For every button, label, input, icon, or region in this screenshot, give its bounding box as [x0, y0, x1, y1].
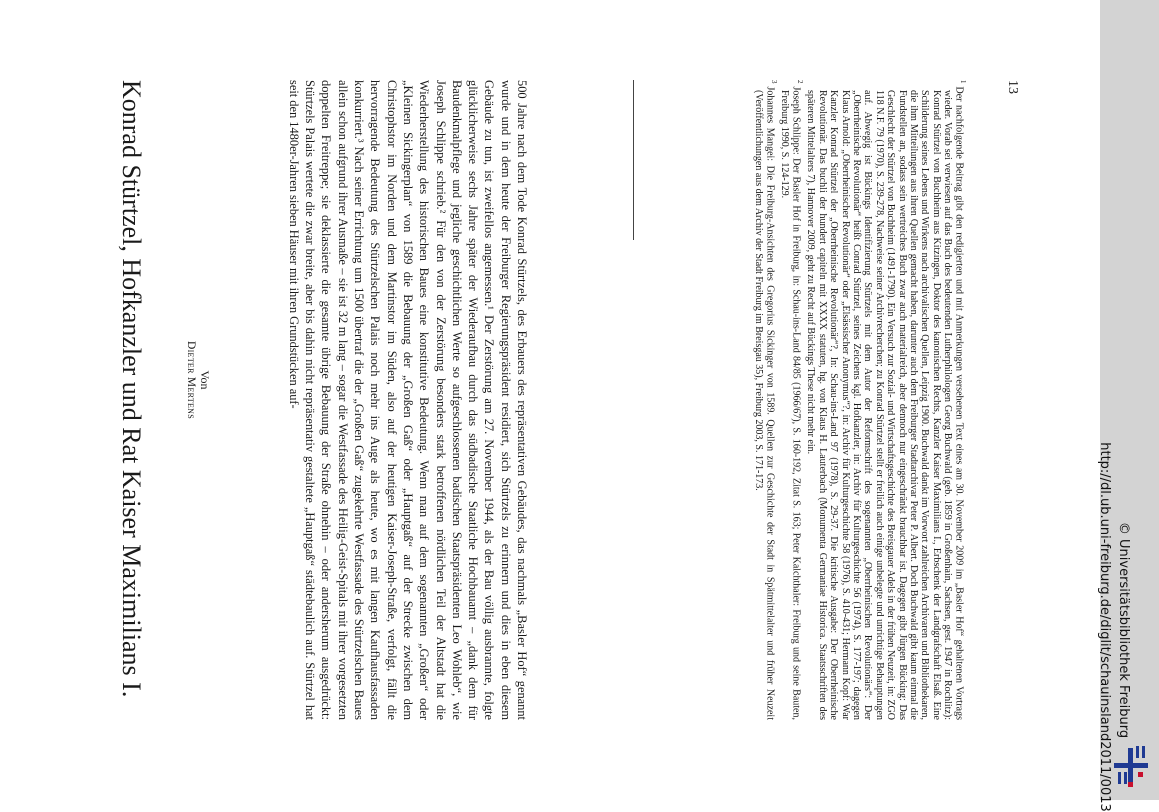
footnote-1 [805, 80, 968, 720]
footnote-2 [779, 80, 805, 720]
body-paragraph: 500 Jahre nach dem Tode Konrad Stürtzels, des Erbauers des repräsentativen Gebäudes, das nachmals „Basler Hof“ genannt wurde und in dem heute der Freiburger Regierungspräsident residiert, sich Stürtzels zu erinnern und dies in eben diesem Gebäude zu tun, ist zweifellos angemessen.¹ Der Zerstörung am 27. November 1944, als der Bau völlig ausbrannte, folgte glücklicherweise sechs Jahre später der Wiederaufbau durch das südbadische Staatliche Hochbauamt – „dank dem für Baudenkmalpflege und jegliche geschichtlichen Werte so aufgeschlossenen badischen Staatspräsidenten Leo Wohleb“, wie Joseph Schlippe schrieb.² Für den von der Zerstörung besonders stark betroffenen nördlichen Teil der Altstadt hat die Wiederherstellung des historischen Baues eine konstitutive Bedeutung. Wenn man auf dem sogenannten „Großen“ oder „Kleinen Sickingerplan“ von 1589 die Bebauung der „Großen Gaß“ oder „Hauptgaß“ auf der Strecke zwischen dem Christophstor im Norden und dem Martinstor im Süden, also auf der heutigen Kaiser-Joseph-Straße, verfolgt, fällt die hervorragende Bedeutung des Stürtzelschen Palais noch mehr ins Auge als heute, wo es mit langen Kaufhausfassaden konkurriert.³ Nach seiner Errichtung um 1500 übertraf die der „Großen Gaß“ zugekehrte Westfassade des Stürtzelschen Baues allein schon aufgrund ihrer Ausmaße – sie ist 32 m lang – sogar die Westfassade des Heilig-Geist-Spitals mit ihrer vorgesetzten doppelten Freitreppe; sie deklassierte die gesamte übrige Bebauung der Straße ohnehin – oder andersherum ausgedrückt: Stürtzels Palais wertete die zwar breite, aber bis dahin nicht repräsentativ gestaltete „Hauptgaß“ städtebaulich auf. Stürtzel hat seit den 1480er-Jahren sieben Häuser mit ihren Grundstücken auf- [286, 80, 529, 720]
footnote-divider [633, 80, 634, 240]
footnote-number: 3 [769, 80, 778, 84]
footnote-number: 2 [795, 80, 804, 84]
footnote-number: 1 [959, 80, 967, 84]
document-page: Konrad Stürtzel, Hofkanzler und Rat Kaiser Maximilians I. Von Dieter Mertens 500 Jahre nach dem Tode Konrad Stürtzels, des Erbauers des repräsentativen Gebäudes, das nachmals „Basler Hof“ genannt wurde und in dem heute der Freiburger Regierungspräsident residiert, sich Stürtzels zu erinnern und dies in eben diesem Gebäude zu tun, ist zweifellos angemessen.¹ Der Zerstörung am 27. November 1944, als der Bau völlig ausbrannte, folgte glücklicherweise sechs Jahre später der Wiederaufbau durch das südbadische Staatliche Hochbauamt – „dank dem für Baudenkmalpflege und jegliche geschichtlichen Werte so aufgeschlossenen badischen Staatspräsidenten Leo Wohleb“, wie Joseph Schlippe schrieb.² Für den von der Zerstörung besonders stark betroffenen nördlichen Teil der Altstadt hat die Wiederherstellung des historischen Baues eine konstitutive Bedeutung. Wenn man auf dem sogenannten „Großen“ oder „Kleinen Sickingerplan“ von 1589 die Bebauung der „Großen Gaß“ oder „Hauptgaß“ auf der Strecke zwischen dem Christophstor im Norden und dem Martinstor im Süden, also auf der heutigen Kaiser-Joseph-Straße, verfolgt, fällt die hervorragende Bedeutung des Stürtzelschen Palais noch mehr ins Auge als heute, wo es mit langen Kaufhausfassaden konkurriert.³ Nach seiner Errichtung um 1500 übertraf die der „Großen Gaß“ zugekehrte Westfassade des Stürtzelschen Baues allein schon aufgrund ihrer Ausmaße – sie ist 32 m lang – sogar die Westfassade des Heilig-Geist-Spitals mit ihrer vorgesetzten doppelten Freitreppe; sie deklassierte die gesamte übrige Bebauung der Straße ohnehin – oder andersherum ausgedrückt: Stürtzels Palais wertete die zwar breite, aber bis dahin nicht repräsentativ gestaltete „Hauptgaß“ städtebaulich auf. Stürtzel hat seit den 1480er-Jahren sieben Häuser mit ihren Grundstücken auf- $^1$Der nachfolgende Beitrag gibt den redigierten und mit Anmerkungen versehenen Text eines am 30. November 2009 im „Basler Hof“ gehaltenen Vortrags wieder. Vorab sei verwiesen auf das Buch des bedeutenden Lutherphilologen Georg Buchwald (geb. 1859 in Großenhain, Sachsen, gest. 1947 in Rochlitz): Konrad Stürtzel von Buchheim aus Kitzingen, Doktor des kanonischen Rechts, Kanzler Kaiser Maximilians I., Erbschenk der Landgrafschaft Elsaß. Eine Schilderung seines Lebens und Wirkens nach archivalischen Quellen, Leipzig 1900. Buchwald dankt im Vorwort zahlreichen Archivaren und Bibliothekaren, die ihm Mitteilungen aus ihren Quellen gemacht haben, darunter auch dem Freiburger Stadtarchivar Peter P. Albert. Doch Buchwald gibt kaum einmal die Fundstellen an, sodass sein wertreiches Buch zwar auch materialreich, aber dennoch nur eingeschränkt brauchbar ist. Dagegen gibt Jürgen Bücking: Das Geschlecht der Stürtzel von Buchheim (1491-1790). Ein Versuch zur Sozial- und Wirtschaftsgeschichte des Breisgauer Adels in der frühen Neuzeit, in: ZGO 118 N.F. 79 (1970), S. 239-278, Nachweise seiner Archivrecherchen; zu Konrad Stürtzel stellt er freilich auch einige unbelegte und unrichtige Behauptungen auf. Abwegig ist Bückings Identifizierung Stürtzels mit dem Autor der Reformschrift des sogenannten „Oberrheinischen Revolutionärs“: Der „Oberrheinische Revolutionär“ heißt Conrad Stürtzel, seines Zeichens kgl. Hofkanzler, in: Archiv für Kulturgeschichte 56 (1974), S. 177-197; dagegen Klaus Arnold: „Oberrheinischer Revolutionär“ oder „Elsässischer Anonymus“?, in: Archiv für Kulturgeschichte 58 (1976), S. 410-431; Hermann Kopf: War Kanzler Konrad Stürtzel der „Oberrheinische Revolutionär“?, In: Schau-ins-Land 97 (1978), S. 29-37. Die kritische Ausgabe: Der Oberrheinische Revolutionär. Das buchli der hundert capiteln mit XXXX statuten, hg. von Klaus H. Lauterbach (Monumenta Germaniae Historica. Staatsschriften des späteren Mittelalters 7), Hannover 2009, geht zu Recht auf Bückings These nicht mehr ein. $^2$Joseph Schlippe: Der Basler Hof in Freiburg, in: Schau-ins-Land 84/85 (1966/67), S. 160-192, Zitat S. 163; Peter Kalchthaler: Freiburg und seine Bauten, Freiburg 1990, S. 124-129. $^3$Johannes Mangei: Die Freiburg-Ansichten des Gregorius Sickinger von 1589. Quellen zur Geschichte der Stadt in Spätmittelalter und früher Neuzeit (Veröffentlichungen aus dem Archiv der Stadt Freiburg im Breisgau 35), Freiburg 2003, S. 171-173. 13 [0, 0, 1100, 800]
author-name: Dieter Mertens [185, 340, 197, 419]
article-title: Konrad Stürtzel, Hofkanzler und Rat Kaiser Maximilians I. [117, 80, 146, 698]
footnote-text: Johannes Mangei: Die Freiburg-Ansichten des Gregorius Sickinger von 1589. Quellen zur Geschichte der Stadt in Spätmittelalter und früher Neuzeit (Veröffentlichungen aus dem Archiv der Stadt Freiburg im Breisgau 35), Freiburg 2003, S. 171-173. [753, 86, 776, 720]
body-text [286, 80, 530, 720]
footnote-3 [753, 80, 779, 720]
source-url-link[interactable]: http://dl.ub.uni-freiburg.de/diglit/schauinsland2011/0013 [1097, 442, 1112, 812]
byline-von: Von [198, 370, 212, 390]
copyright-notice: © Universitätsbibliothek Freiburg [1116, 521, 1131, 739]
footnote-text: Joseph Schlippe: Der Basler Hof in Freiburg, in: Schau-ins-Land 84/85 (1966/67), S. 160-192, Zitat S. 163; Peter Kalchthaler: Freiburg und seine Bauten, Freiburg 1990, S. 124-129. [779, 86, 802, 720]
ub-freiburg-logo-icon [1108, 742, 1154, 788]
footnote-text: Der nachfolgende Beitrag gibt den redigierten und mit Anmerkungen versehenen Text eines am 30. November 2009 im „Basler Hof“ gehaltenen Vortrags wieder. Vorab sei verwiesen auf das Buch des bedeutenden Lutherphilologen Georg Buchwald (geb. 1859 in Großenhain, Sachsen, gest. 1947 in Rochlitz): Konrad Stürtzel von Buchheim aus Kitzingen, Doktor des kanonischen Rechts, Kanzler Kaiser Maximilians I., Erbschenk der Landgrafschaft Elsaß. Eine Schilderung seines Lebens und Wirkens nach archivalischen Quellen, Leipzig 1900. Buchwald dankt im Vorwort zahlreichen Archivaren und Bibliothekaren, die ihm Mitteilungen aus ihren Quellen gemacht haben, darunter auch dem Freiburger Stadtarchivar Peter P. Albert. Doch Buchwald gibt kaum einmal die Fundstellen an, sodass sein wertreiches Buch zwar auch materialreich, aber dennoch nur eingeschränkt brauchbar ist. Dagegen gibt Jürgen Bücking: Das Geschlecht der Stürtzel von Buchheim (1491-1790). Ein Versuch zur Sozial- und Wirtschaftsgeschichte des Breisgauer Adels in der frühen Neuzeit, in: ZGO 118 N.F. 79 (1970), S. 239-278, Nachweise seiner Archivrecherchen; zu Konrad Stürtzel stellt er freilich auch einige unbelegte und unrichtige Behauptungen auf. Abwegig ist Bückings Identifizierung Stürtzels mit dem Autor der Reformschrift des sogenannten „Oberrheinischen Revolutionärs“: Der „Oberrheinische Revolutionär“ heißt Conrad Stürtzel, seines Zeichens kgl. Hofkanzler, in: Archiv für Kulturgeschichte 56 (1974), S. 177-197; dagegen Klaus Arnold: „Oberrheinischer Revolutionär“ oder „Elsässischer Anonymus“?, in: Archiv für Kulturgeschichte 58 (1976), S. 410-431; Hermann Kopf: War Kanzler Konrad Stürtzel der „Oberrheinische Revolutionär“?, In: Schau-ins-Land 97 (1978), S. 29-37. Die kritische Ausgabe: Der Oberrheinische Revolutionär. Das buchli der hundert capiteln mit XXXX statuten, hg. von Klaus H. Lauterbach (Monumenta Germaniae Historica. Staatsschriften des späteren Mittelalters 7), Hannover 2009, geht zu Recht auf Bückings These nicht mehr ein. [805, 86, 965, 720]
byline [184, 80, 212, 680]
footnotes [753, 80, 968, 720]
